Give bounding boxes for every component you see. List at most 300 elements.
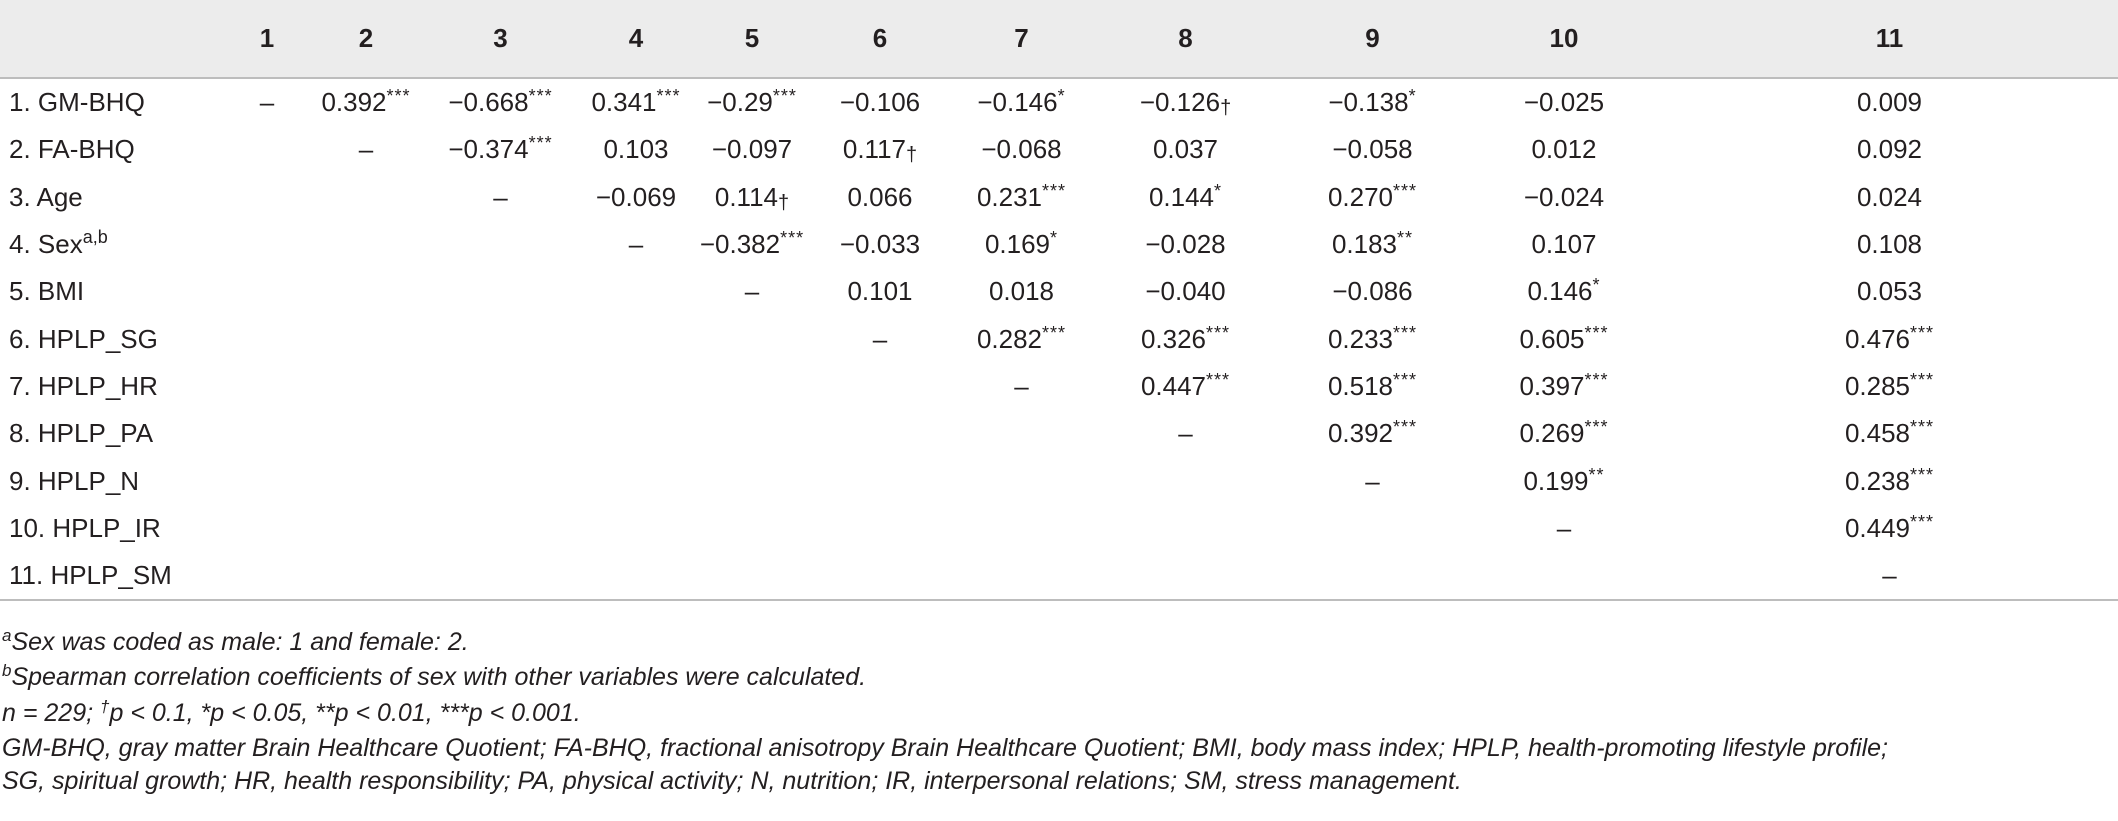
cell-value: 0.233	[1327, 323, 1394, 354]
table-cell	[1467, 268, 1661, 315]
row-label	[0, 78, 225, 126]
table-row	[0, 221, 2118, 268]
table-cell	[1093, 78, 1278, 126]
column-header: 9	[1278, 0, 1467, 78]
table-cell	[1278, 410, 1467, 457]
cell-value-wrap	[1153, 134, 1218, 165]
cell-value: −0.025	[1523, 87, 1605, 118]
table-cell	[1661, 174, 2118, 221]
significance-marker: ***	[1584, 322, 1609, 343]
cell-value-wrap	[715, 182, 789, 213]
table-cell	[578, 268, 694, 315]
table-cell	[1467, 315, 1661, 362]
cell-value-wrap	[359, 134, 373, 165]
cell-value-wrap	[1332, 276, 1412, 307]
cell-value-wrap	[1519, 371, 1608, 402]
cell-value-wrap	[977, 87, 1065, 118]
cell-value-wrap	[981, 134, 1061, 165]
cell-value-wrap	[1524, 182, 1604, 213]
table-cell	[1661, 268, 2118, 315]
table-cell	[1278, 78, 1467, 126]
cell-value-wrap	[1845, 466, 1934, 497]
column-header: 11	[1661, 0, 2118, 78]
cell-value-wrap	[745, 276, 759, 307]
table-cell	[1467, 78, 1661, 126]
table-cell	[1661, 221, 2118, 268]
cell-value: –	[1556, 512, 1572, 543]
table-cell	[578, 552, 694, 600]
table-cell	[950, 78, 1093, 126]
table-cell	[950, 315, 1093, 362]
table-cell	[950, 505, 1093, 552]
cell-value-wrap	[1365, 466, 1379, 497]
cell-value: 0.037	[1152, 134, 1219, 165]
table-cell	[225, 552, 309, 600]
cell-value: 0.269	[1519, 418, 1585, 449]
table-cell	[950, 457, 1093, 504]
cell-value-wrap	[591, 87, 680, 118]
cell-value-wrap	[977, 182, 1066, 213]
cell-value-wrap	[448, 134, 552, 165]
significance-marker: ***	[1393, 417, 1418, 438]
cell-value: 0.447	[1140, 370, 1207, 401]
cell-value-wrap	[629, 229, 643, 260]
table-row	[0, 268, 2118, 315]
cell-value: −0.106	[839, 87, 921, 118]
cell-value-wrap	[1328, 371, 1417, 402]
cell-value: −0.069	[595, 181, 677, 212]
significance-marker: ***	[780, 228, 805, 249]
table-cell	[225, 315, 309, 362]
table-cell	[950, 363, 1093, 410]
table-cell	[950, 410, 1093, 457]
cell-value-wrap	[1857, 134, 1922, 165]
cell-value: 0.518	[1327, 370, 1394, 401]
table-cell	[694, 221, 810, 268]
significance-marker: *	[1057, 86, 1066, 107]
table-cell	[578, 505, 694, 552]
row-label	[0, 126, 225, 173]
table-cell	[810, 78, 950, 126]
table-cell	[309, 315, 423, 362]
significance-levels-text: p < 0.1, *p < 0.05, **p < 0.01, ***p < 0.001.	[109, 698, 581, 727]
row-label-text: 7. HPLP_HR	[9, 370, 158, 401]
cell-value: −0.033	[839, 229, 921, 260]
table-cell	[309, 552, 423, 600]
table-cell	[810, 174, 950, 221]
cell-value: −0.058	[1332, 134, 1413, 165]
cell-value: 0.282	[976, 323, 1043, 354]
footnote-a-text: Sex was coded as male: 1 and female: 2.	[11, 628, 469, 656]
cell-value: 0.009	[1856, 87, 1923, 118]
cell-value-wrap	[1178, 418, 1192, 449]
footnote-b-text: Spearman correlation coefficients of sex with other variables were calculated.	[11, 663, 867, 692]
table-cell	[225, 457, 309, 504]
table-cell	[1661, 410, 2118, 457]
column-header: 3	[423, 0, 578, 78]
table-cell	[423, 126, 578, 173]
cell-value-wrap	[1519, 324, 1608, 355]
cell-value: –	[358, 134, 374, 165]
footnote-b-marker: b	[2, 661, 12, 681]
column-header: 4	[578, 0, 694, 78]
cell-value: 0.199	[1523, 465, 1589, 496]
significance-marker: ***	[1042, 180, 1067, 201]
table-cell	[1661, 126, 2118, 173]
row-label-text: 3. Age	[9, 181, 83, 212]
significance-marker: *	[1408, 86, 1417, 107]
cell-value-wrap	[321, 87, 410, 118]
cell-value: 0.108	[1856, 229, 1923, 260]
table-cell	[694, 78, 810, 126]
cell-value-wrap	[1328, 418, 1417, 449]
cell-value: 0.285	[1844, 370, 1911, 401]
cell-value: 0.397	[1519, 370, 1585, 401]
row-label	[0, 410, 225, 457]
row-label	[0, 552, 225, 600]
sample-size-text: n = 229;	[2, 698, 100, 727]
significance-marker: †	[778, 191, 790, 214]
table-cell	[1093, 363, 1278, 410]
significance-marker: ***	[656, 86, 681, 107]
table-cell	[810, 363, 950, 410]
cell-value-wrap	[1140, 87, 1231, 118]
table-cell	[1661, 457, 2118, 504]
row-label-superscript: a,b	[82, 227, 108, 248]
row-label-text: 5. BMI	[9, 276, 85, 307]
cell-value-wrap	[873, 324, 887, 355]
row-label	[0, 505, 225, 552]
cell-value: 0.392	[321, 87, 387, 118]
table-cell	[309, 268, 423, 315]
table-cell	[1093, 457, 1278, 504]
table-cell	[694, 363, 810, 410]
cell-value: –	[1178, 418, 1193, 449]
table-cell	[1467, 174, 1661, 221]
cell-value: 0.066	[847, 181, 913, 212]
cell-value: 0.114	[714, 181, 778, 212]
cell-value-wrap	[1845, 371, 1934, 402]
cell-value-wrap	[1882, 560, 1896, 591]
cell-value: –	[872, 323, 888, 354]
cell-value: –	[1882, 560, 1897, 591]
table-cell	[1278, 221, 1467, 268]
cell-value-wrap	[603, 134, 668, 165]
table-cell	[950, 221, 1093, 268]
cell-value: 0.107	[1531, 229, 1597, 260]
row-label	[0, 457, 225, 504]
table-cell	[1661, 552, 2118, 600]
table-cell	[578, 315, 694, 362]
cell-value-wrap	[1328, 324, 1417, 355]
table-cell	[950, 174, 1093, 221]
cell-value: –	[628, 229, 644, 260]
cell-value: 0.326	[1140, 323, 1207, 354]
cell-value-wrap	[1527, 276, 1600, 307]
table-cell	[225, 410, 309, 457]
table-cell	[810, 126, 950, 173]
table-cell	[950, 268, 1093, 315]
table-cell	[423, 78, 578, 126]
cell-value: 0.392	[1327, 418, 1394, 449]
table-cell	[810, 221, 950, 268]
significance-marker: ***	[1393, 180, 1418, 201]
cell-value-wrap	[712, 134, 792, 165]
column-header: 8	[1093, 0, 1278, 78]
cell-value: 0.053	[1856, 276, 1923, 307]
cell-value-wrap	[1845, 513, 1934, 544]
table-row	[0, 457, 2118, 504]
cell-value: −0.382	[699, 229, 781, 260]
table-cell	[1467, 552, 1661, 600]
table-row	[0, 315, 2118, 362]
cell-value: 0.458	[1844, 418, 1911, 449]
cell-value: 0.341	[591, 87, 657, 118]
row-label-text: 9. HPLP_N	[9, 465, 140, 496]
table-cell	[1661, 363, 2118, 410]
table-row	[0, 174, 2118, 221]
cell-value-wrap	[1332, 134, 1412, 165]
significance-marker: ***	[1393, 369, 1418, 390]
table-row	[0, 78, 2118, 126]
table-cell	[1093, 505, 1278, 552]
cell-value-wrap	[1523, 466, 1604, 497]
footnote-abbreviations-1: GM-BHQ, gray matter Brain Healthcare Quotient; FA-BHQ, fractional anisotropy Brain Healthcare Quotient; BMI, body mass index; HPLP, health-promoting lifestyle profile;	[2, 734, 1888, 763]
footnote-a	[0, 626, 2118, 661]
cell-value: 0.101	[847, 276, 913, 307]
table-cell	[578, 126, 694, 173]
table-cell	[694, 174, 810, 221]
table-cell	[309, 363, 423, 410]
table-cell	[1278, 363, 1467, 410]
cell-value: −0.668	[448, 87, 529, 118]
cell-value: 0.146	[1527, 276, 1593, 307]
cell-value-wrap	[1524, 87, 1604, 118]
table-cell	[1467, 126, 1661, 173]
cell-value-wrap	[1519, 418, 1608, 449]
cell-value: 0.169	[984, 229, 1051, 260]
significance-marker: ***	[528, 86, 553, 107]
column-header: 2	[309, 0, 423, 78]
table-cell	[578, 457, 694, 504]
cell-value-wrap	[1328, 182, 1417, 213]
cell-value: −0.068	[981, 134, 1062, 165]
table-cell	[309, 457, 423, 504]
cell-value-wrap	[977, 324, 1066, 355]
cell-value-wrap	[1845, 324, 1934, 355]
table-cell	[810, 410, 950, 457]
cell-value: −0.138	[1328, 87, 1409, 118]
table-cell	[578, 221, 694, 268]
significance-marker: ***	[1042, 322, 1067, 343]
table-cell	[225, 363, 309, 410]
significance-marker: *	[1214, 180, 1223, 201]
table-cell	[1278, 126, 1467, 173]
table-cell	[423, 221, 578, 268]
cell-value: −0.126	[1139, 87, 1221, 118]
cell-value-wrap	[1332, 229, 1413, 260]
table-cell	[694, 410, 810, 457]
cell-value-wrap	[707, 87, 797, 118]
significance-marker: ***	[1206, 322, 1231, 343]
table-cell	[225, 78, 309, 126]
significance-marker: ***	[1206, 369, 1231, 390]
table-cell	[578, 78, 694, 126]
cell-value-wrap	[1531, 229, 1596, 260]
cell-value: 0.103	[603, 134, 669, 165]
cell-value-wrap	[1141, 371, 1230, 402]
cell-value-wrap	[1857, 182, 1922, 213]
table-cell	[1278, 174, 1467, 221]
table-cell	[1278, 505, 1467, 552]
table-cell	[225, 174, 309, 221]
table-cell	[1093, 221, 1278, 268]
header-empty-cell	[0, 0, 225, 78]
table-cell	[578, 410, 694, 457]
table-cell	[1467, 363, 1661, 410]
cell-value: −0.29	[707, 87, 773, 118]
cell-value-wrap	[843, 134, 917, 165]
cell-value-wrap	[1857, 87, 1922, 118]
table-cell	[423, 552, 578, 600]
cell-value-wrap	[1014, 371, 1028, 402]
table-cell	[1093, 126, 1278, 173]
table-cell	[950, 552, 1093, 600]
table-cell	[423, 363, 578, 410]
cell-value: 0.270	[1327, 181, 1394, 212]
table-cell	[1278, 457, 1467, 504]
row-label-text: 8. HPLP_PA	[9, 418, 154, 449]
table-cell	[810, 457, 950, 504]
significance-marker: ***	[1393, 322, 1418, 343]
cell-value: 0.018	[988, 276, 1055, 307]
row-label-text: 1. GM-BHQ	[9, 87, 145, 118]
significance-marker: **	[1397, 228, 1414, 249]
table-cell	[810, 268, 950, 315]
cell-value-wrap	[1328, 87, 1416, 118]
table-cell	[810, 315, 950, 362]
table-cell	[309, 505, 423, 552]
significance-marker: ***	[1910, 417, 1935, 438]
significance-marker: ***	[386, 86, 411, 107]
cell-value-wrap	[1145, 229, 1225, 260]
cell-value: –	[1014, 370, 1029, 401]
row-label	[0, 174, 225, 221]
table-cell	[1278, 268, 1467, 315]
cell-value: –	[1365, 465, 1380, 496]
cell-value: 0.012	[1531, 134, 1597, 165]
cell-value-wrap	[840, 87, 920, 118]
table-cell	[309, 410, 423, 457]
cell-value-wrap	[1145, 276, 1225, 307]
table-cell	[694, 315, 810, 362]
table-cell	[423, 268, 578, 315]
table-row	[0, 410, 2118, 457]
cell-value: −0.374	[448, 134, 529, 165]
table-cell	[1467, 505, 1661, 552]
column-header: 1	[225, 0, 309, 78]
cell-value: 0.476	[1844, 323, 1911, 354]
table-cell	[1093, 410, 1278, 457]
table-cell	[1093, 268, 1278, 315]
significance-marker: ***	[1910, 511, 1935, 532]
cell-value-wrap	[985, 229, 1058, 260]
cell-value-wrap	[1857, 276, 1922, 307]
row-label	[0, 363, 225, 410]
dagger-marker: †	[100, 696, 110, 716]
table-cell	[1467, 410, 1661, 457]
table-cell	[1278, 315, 1467, 362]
cell-value-wrap	[596, 182, 676, 213]
cell-value: 0.183	[1331, 229, 1398, 260]
significance-marker: *	[1592, 275, 1601, 296]
cell-value-wrap	[840, 229, 920, 260]
table-cell	[1467, 457, 1661, 504]
row-label-text: 4. Sex	[9, 229, 83, 260]
table-cell	[694, 552, 810, 600]
table-cell	[694, 457, 810, 504]
column-header: 6	[810, 0, 950, 78]
cell-value-wrap	[700, 229, 804, 260]
table-cell	[225, 126, 309, 173]
table-cell	[1093, 174, 1278, 221]
cell-value: 0.092	[1856, 134, 1923, 165]
table-cell	[1093, 315, 1278, 362]
significance-marker: **	[1588, 464, 1605, 485]
column-header: 10	[1467, 0, 1661, 78]
significance-marker: ***	[1910, 369, 1935, 390]
cell-value-wrap	[1845, 418, 1934, 449]
cell-value-wrap	[448, 87, 552, 118]
significance-marker: ***	[1910, 322, 1935, 343]
table-cell	[694, 268, 810, 315]
significance-marker: †	[906, 144, 918, 167]
column-header: 5	[694, 0, 810, 78]
table-cell	[810, 552, 950, 600]
row-label-text: 6. HPLP_SG	[9, 323, 158, 354]
table-cell	[423, 174, 578, 221]
cell-value-wrap	[260, 87, 274, 118]
table-row	[0, 126, 2118, 173]
table-cell	[1661, 315, 2118, 362]
cell-value-wrap	[1531, 134, 1596, 165]
table-cell	[225, 221, 309, 268]
cell-value-wrap	[1857, 229, 1922, 260]
significance-marker: ***	[1584, 417, 1609, 438]
table-cell	[309, 78, 423, 126]
cell-value-wrap	[847, 276, 912, 307]
cell-value: −0.146	[977, 87, 1058, 118]
cell-value: −0.040	[1145, 276, 1226, 307]
footnote-abbreviations-2: SG, spiritual growth; HR, health responsibility; PA, physical activity; N, nutrition; IR, interpersonal relations; SM, stress management.	[2, 766, 1462, 795]
cell-value: 0.231	[976, 181, 1043, 212]
cell-value: 0.605	[1519, 323, 1585, 354]
cell-value-wrap	[1149, 182, 1222, 213]
table-cell	[309, 174, 423, 221]
table-cell	[1661, 505, 2118, 552]
table-cell	[225, 505, 309, 552]
row-label	[0, 268, 225, 315]
table-cell	[1467, 221, 1661, 268]
table-header-row	[0, 0, 2118, 78]
cell-value: –	[744, 276, 760, 307]
table-footnotes	[0, 626, 2118, 797]
cell-value-wrap	[493, 182, 507, 213]
table-cell	[309, 221, 423, 268]
table-cell	[309, 126, 423, 173]
table-row	[0, 505, 2118, 552]
table-cell	[423, 457, 578, 504]
